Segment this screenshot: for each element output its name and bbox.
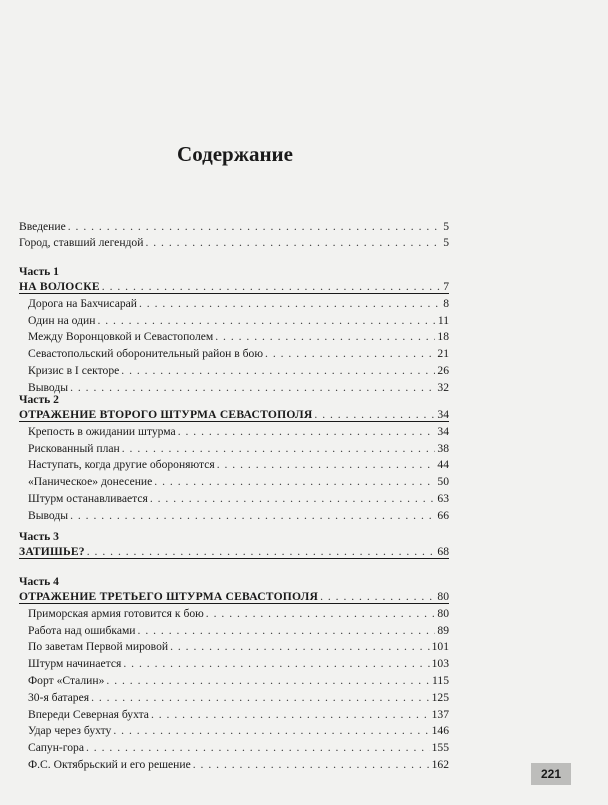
leader-dots (178, 424, 436, 440)
toc-entry-label: 30-я батарея (28, 690, 90, 704)
toc-entry-label: Севастопольский оборонительный район в бою (28, 347, 264, 361)
toc-entry (28, 656, 449, 672)
toc-entry-page: 11 (437, 313, 449, 327)
toc-entry-label: Крепость в ожидании штурма (28, 424, 176, 438)
toc-entry-page: 146 (431, 724, 449, 738)
toc-entry-page: 68 (437, 545, 449, 558)
toc-entry-page: 50 (437, 475, 449, 489)
toc-entry (28, 424, 449, 440)
toc-entry (28, 329, 449, 345)
toc-entry-label: Наступать, когда другие обороняются (28, 458, 215, 472)
toc-entry-label: Кризис в I секторе (28, 364, 120, 377)
toc-entry-page: 5 (443, 236, 449, 249)
toc-entry-page: 21 (437, 347, 449, 361)
toc-part-title (19, 589, 449, 604)
toc-entry (28, 707, 449, 723)
leader-dots (87, 544, 436, 560)
toc-entry-page: 26 (437, 364, 449, 377)
toc-entry (28, 380, 449, 396)
toc-entry-label: Выводы (28, 380, 69, 394)
leader-dots (193, 757, 430, 773)
part-label: Часть 1 (19, 265, 59, 278)
toc-entry-page: 34 (437, 424, 449, 438)
toc-part-title (19, 544, 449, 559)
toc-part-title (19, 279, 449, 294)
toc-entry (28, 673, 449, 689)
leader-dots (122, 441, 436, 457)
leader-dots (91, 690, 430, 706)
toc-entry (28, 346, 449, 362)
toc-entry-page: 162 (431, 758, 449, 771)
toc-entry (28, 296, 449, 312)
leader-dots (265, 346, 435, 362)
toc-entry-label: Приморская армия готовится к бою (28, 606, 204, 620)
toc-entry-label: НА ВОЛОСКЕ (19, 280, 100, 293)
toc-entry-page: 101 (431, 640, 449, 654)
toc-entry-label: Выводы (28, 508, 69, 522)
toc-entry-page: 137 (431, 707, 449, 721)
leader-dots (206, 606, 436, 622)
leader-dots (123, 656, 429, 672)
toc-entry (28, 639, 449, 655)
toc-entry-label: Удар через бухту (28, 724, 112, 738)
toc-entry-page: 38 (437, 441, 449, 455)
toc-entry-label: Штурм останавливается (28, 492, 148, 505)
toc-entry-page: 155 (431, 741, 449, 755)
leader-dots (145, 235, 441, 251)
leader-dots (150, 491, 436, 507)
toc-entry-page: 18 (437, 330, 449, 344)
toc-entry-page: 103 (431, 657, 449, 671)
toc-entry-label: Дорога на Бахчисарай (28, 296, 137, 310)
page-title: Содержание (177, 142, 293, 166)
toc-entry-page: 8 (443, 296, 449, 310)
toc-entry-label: Введение (19, 220, 66, 233)
leader-dots (68, 219, 441, 235)
toc-entry-label: Ф.С. Октябрьский и его решение (28, 758, 191, 771)
part-label: Часть 4 (19, 575, 59, 588)
leader-dots (215, 329, 435, 345)
toc-entry-page: 89 (437, 623, 449, 637)
toc-entry (28, 457, 449, 473)
toc-entry (28, 740, 449, 756)
toc-entry-intro (19, 219, 449, 235)
toc-entry-label: Рискованный план (28, 441, 120, 455)
part-label: Часть 3 (19, 530, 59, 543)
toc-entry-label: Между Воронцовкой и Севастополем (28, 330, 214, 344)
leader-dots (217, 457, 436, 473)
toc-entry-label: Город, ставший легендой (19, 236, 144, 249)
toc-entry (28, 723, 449, 739)
toc-entry (28, 474, 449, 490)
toc-entry-page: 44 (437, 458, 449, 472)
toc-entry (28, 690, 449, 706)
leader-dots (138, 623, 436, 639)
leader-dots (70, 380, 435, 396)
toc-entry-label: ОТРАЖЕНИЕ ВТОРОГО ШТУРМА СЕВАСТОПОЛЯ (19, 408, 313, 421)
leader-dots (314, 407, 435, 423)
leader-dots (320, 589, 435, 605)
toc-entry-page: 80 (437, 590, 449, 603)
leader-dots (113, 723, 429, 739)
toc-entry-page: 80 (437, 606, 449, 620)
leader-dots (121, 363, 435, 379)
leader-dots (154, 474, 435, 490)
toc-entry (28, 363, 449, 379)
leader-dots (139, 296, 441, 312)
toc-entry-label: Работа над ошибками (28, 623, 136, 637)
toc-entry-page: 32 (437, 380, 449, 394)
toc-entry-label: Штурм начинается (28, 657, 122, 671)
toc-entry (28, 623, 449, 639)
leader-dots (106, 673, 430, 689)
toc-entry-page: 125 (431, 690, 449, 704)
toc-entry-label: Сапун-гора (28, 741, 84, 755)
toc-entry-label: Впереди Северная бухта (28, 707, 149, 721)
toc-entry (28, 313, 449, 329)
leader-dots (86, 740, 430, 756)
toc-entry-label: ОТРАЖЕНИЕ ТРЕТЬЕГО ШТУРМА СЕВАСТОПОЛЯ (19, 590, 319, 603)
toc-entry-intro (19, 235, 449, 251)
toc-entry (28, 491, 449, 507)
toc-entry-page: 34 (437, 408, 449, 421)
toc-entry-label: «Паническое» донесение (28, 475, 153, 489)
toc-entry-label: Один на один (28, 313, 96, 327)
toc-entry-label: Форт «Сталин» (28, 674, 105, 687)
leader-dots (170, 639, 430, 655)
toc-entry-page: 63 (437, 492, 449, 505)
toc-entry-page: 66 (437, 508, 449, 522)
toc-entry (28, 757, 449, 773)
toc-entry-page: 5 (443, 220, 449, 233)
leader-dots (97, 313, 435, 329)
toc-entry-label: По заветам Первой мировой (28, 640, 169, 654)
toc-entry (28, 441, 449, 457)
toc-entry (28, 606, 449, 622)
part-label: Часть 2 (19, 393, 59, 406)
toc-entry-page: 115 (432, 674, 449, 687)
leader-dots (70, 508, 435, 524)
leader-dots (102, 279, 441, 295)
leader-dots (151, 707, 430, 723)
toc-entry (28, 508, 449, 524)
toc-part-title (19, 407, 449, 422)
toc-entry-label: ЗАТИШЬЕ? (19, 545, 85, 558)
page-number-badge: 221 (531, 763, 571, 785)
toc-entry-page: 7 (443, 280, 449, 293)
